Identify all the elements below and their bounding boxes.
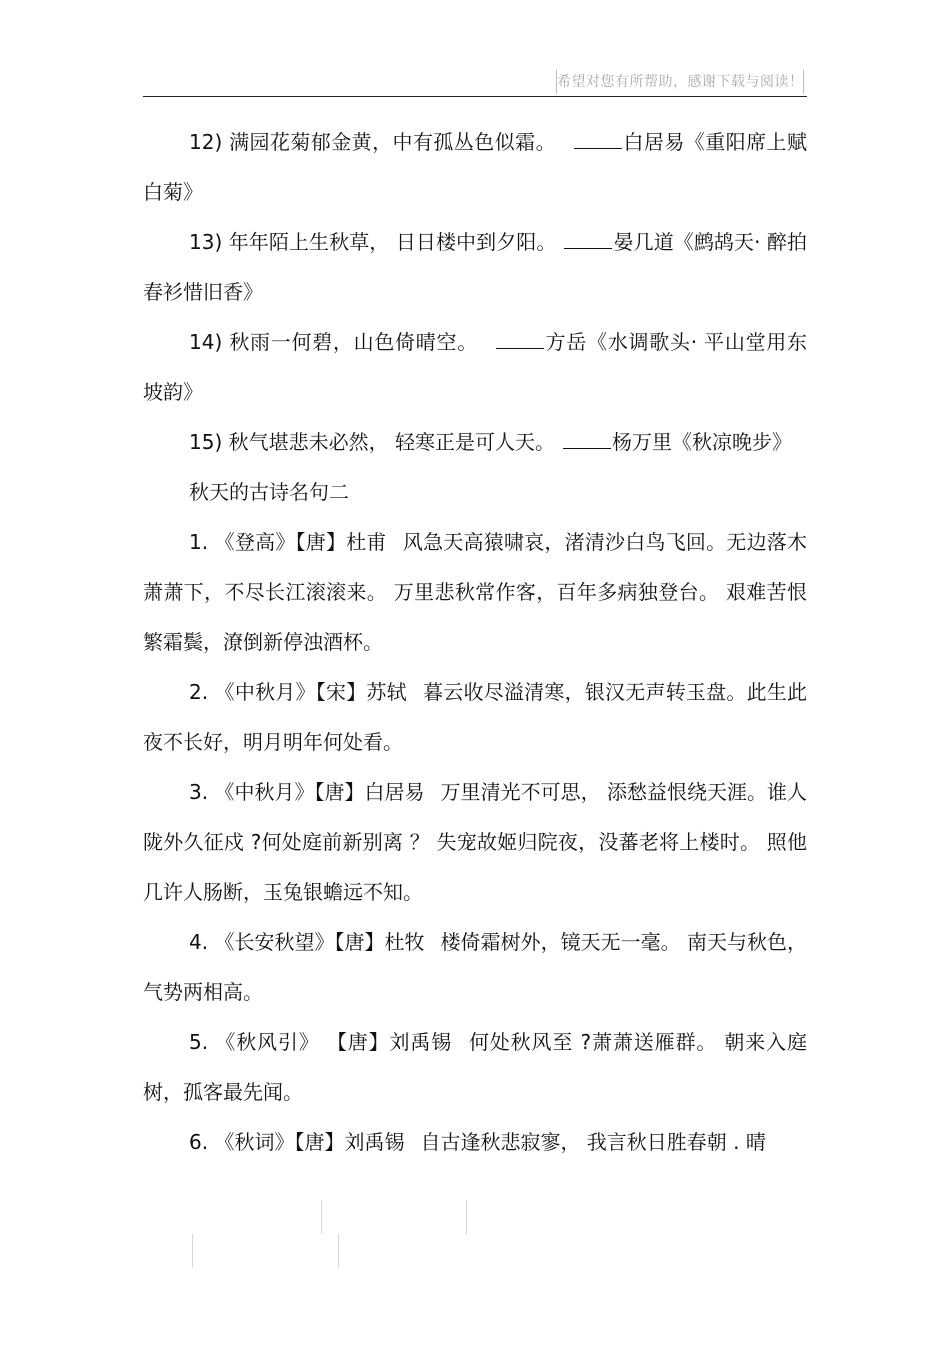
fill-blank: [563, 430, 611, 449]
verse-source: 方岳《水调歌头· 平山堂用东坡韵》: [143, 330, 808, 404]
fill-blank: [496, 330, 544, 349]
poem-number: 6.: [189, 1130, 209, 1154]
quote-line-14: [143, 317, 807, 417]
poem-text: 楼倚霜树外，镜天无一毫。 南天与秋色，气势两相高。: [143, 930, 808, 1004]
section-title: 秋天的古诗名句二: [189, 480, 349, 504]
poem-item-3: [143, 767, 807, 917]
footer-mark: [338, 1234, 339, 1268]
fill-blank: [574, 130, 622, 149]
poem-item-4: [143, 917, 807, 1017]
header-rule: [143, 96, 807, 97]
verse-source: 白居易《重阳席上赋白菊》: [143, 130, 807, 204]
verse-source: 杨万里《秋凉晚步》: [611, 430, 792, 454]
quote-line-12: [143, 117, 807, 217]
line-number: 12): [189, 130, 223, 154]
poem-text: 暮云收尽溢清寒，银汉无声转玉盘。此生此夜不长好，明月明年何处看。: [143, 680, 808, 754]
poem-title: 《中秋月》【唐】白居易: [214, 780, 425, 804]
verse: 满园花菊郁金黄，中有孤丛色似霜。: [229, 130, 557, 154]
document-body: [143, 117, 807, 1167]
poem-number: 1.: [189, 530, 209, 554]
poem-number: 5.: [189, 1030, 209, 1054]
poem-title: 《登高》【唐】杜甫: [214, 530, 387, 554]
poem-number: 4.: [189, 930, 209, 954]
quote-line-15: [143, 417, 807, 467]
line-number: 14): [189, 330, 223, 354]
quote-line-13: [143, 217, 807, 317]
verse: 秋雨一何碧，山色倚晴空。: [229, 330, 478, 354]
footer-mark: [192, 1234, 193, 1268]
poem-text: 风急天高猿啸哀，渚清沙白鸟飞回。无边落木萧萧下，不尽长江滚滚来。 万里悲秋常作客，百年多病独登台。 艰难苦恨繁霜鬓，潦倒新停浊酒杯。: [143, 530, 808, 654]
poem-title: 《秋风引》 【唐】刘禹锡: [215, 1030, 453, 1054]
poem-number: 2.: [189, 680, 209, 704]
poem-number: 3.: [189, 780, 209, 804]
footer-mark: [466, 1200, 467, 1234]
poem-item-5: [143, 1017, 807, 1117]
line-number: 15): [189, 430, 223, 454]
poem-text: 何处秋风至 ?萧萧送雁群。 朝来入庭树，孤客最先闻。: [143, 1030, 807, 1104]
poem-item-1: [143, 517, 807, 667]
poem-text: 万里清光不可思， 添愁益恨绕天涯。谁人陇外久征戍 ?何处庭前新别离 ？ 失宠故姬归院夜，没蕃老将上楼时。 照他几许人肠断，玉兔银蟾远不知。: [143, 780, 808, 904]
poem-title: 《长安秋望》【唐】杜牧: [214, 930, 425, 954]
poem-title: 《中秋月》【宋】苏轼: [214, 680, 407, 704]
poem-item-2: [143, 667, 807, 767]
poem-title: 《秋词》【唐】刘禹锡: [214, 1130, 405, 1154]
poem-text: 自古逢秋悲寂寥， 我言秋日胜春朝 . 晴: [420, 1130, 766, 1154]
line-number: 13): [189, 230, 223, 254]
fill-blank: [564, 230, 612, 249]
verse: 秋气堪悲未必然， 轻寒正是可人天。: [228, 430, 555, 454]
footer-mark: [321, 1200, 322, 1234]
poem-item-6: [143, 1117, 807, 1167]
verse: 年年陌上生秋草， 日日楼中到夕阳。: [228, 230, 557, 254]
verse-source: 晏几道《鹧鸪天· 醉拍春衫惜旧香》: [143, 230, 808, 304]
header-note: 希望对您有所帮助，感谢下载与阅读！: [556, 70, 804, 94]
